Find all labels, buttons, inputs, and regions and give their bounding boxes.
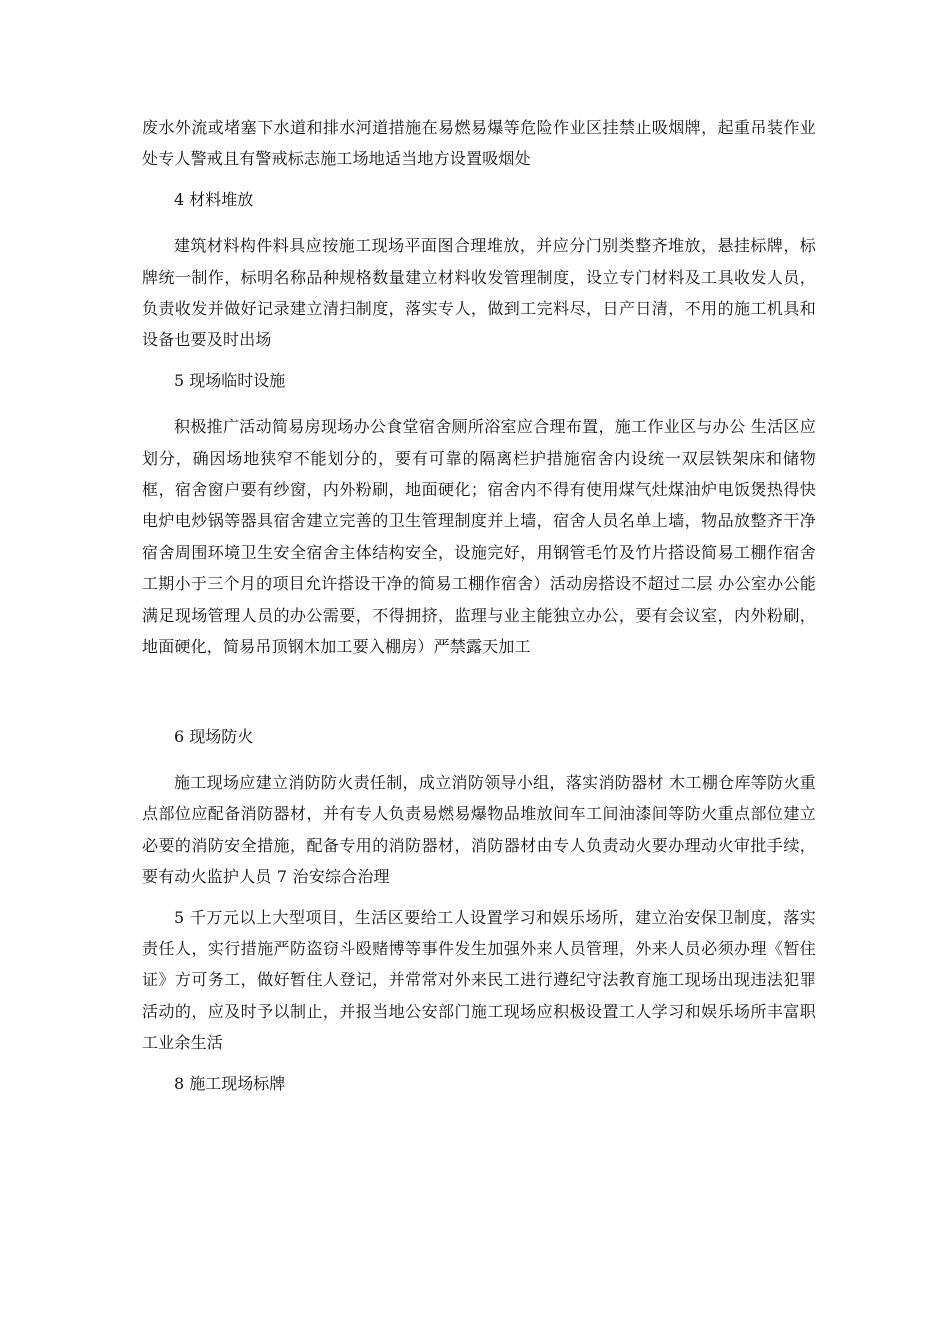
- paragraph-material-stacking: 建筑材料构件料具应按施工现场平面图合理堆放，并应分门别类整齐堆放，悬挂标牌，标牌统一制作，标明名称品种规格数量建立材料收发管理制度，设立专门材料及工具收发人员，负责收发并做好记录建立清扫制度，落实专人，做到工完料尽，日产日清，不用的施工机具和设备也要及时出场: [142, 236, 816, 350]
- paragraph-fire-prevention: 施工现场应建立消防防火责任制，成立消防领导小组，落实消防器材 木工棚仓库等防火重点部位应配备消防器材，并有专人负责易燃易爆物品堆放间车工间油漆间等防火重点部位建立必要的消防安全措施，配备专用的消防器材，消防器材由专人负责动火要办理动火审批手续，要有动火监护人员 7 治安综合治理: [142, 772, 816, 887]
- paragraph-continuation: 废水外流或堵塞下水道和排水河道措施在易燃易爆等危险作业区挂禁止吸烟牌，起重吊装作业处专人警戒且有警戒标志施工场地适当地方设置吸烟处: [142, 118, 816, 169]
- paragraph-temporary-facilities: 积极推广活动简易房现场办公食堂宿舍厕所浴室应合理布置，施工作业区与办公 生活区应划分，确因场地狭窄不能划分的，要有可靠的隔离栏护措施宿舍内设统一双层铁架床和储物框，宿舍窗户要有纱窗，内外粉刷，地面硬化；宿舍内不得有使用煤气灶煤油炉电饭煲热得快电炉电炒锅等器具宿舍建立完善的卫生管理制度并上墙，宿舍人员名单上墙，物品放整齐干净宿舍周围环境卫生安全宿舍主体结构安全，设施完好，用钢管毛竹及竹片搭设简易工棚作宿舍工期小于三个月的项目允许搭设干净的简易工棚作宿舍）活动房搭设不超过二层 办公室办公能满足现场管理人员的办公需要，不得拥挤，监理与业主能独立办公，要有会议室，内外粉刷，地面硬化，简易吊顶钢木加工要入棚房）严禁露天加工: [142, 417, 816, 657]
- heading-fire-prevention: 6 现场防火: [174, 726, 254, 746]
- heading-site-signage: 8 施工现场标牌: [174, 1073, 286, 1093]
- heading-material-stacking: 4 材料堆放: [174, 189, 254, 209]
- paragraph-security-management: 5 千万元以上大型项目，生活区要给工人设置学习和娱乐场所，建立治安保卫制度，落实责任人，实行措施严防盗窃斗殴赌博等事件发生加强外来人员管理，外来人员必须办理《暂住证》方可务工，做好暂住人登记，并常常对外来民工进行遵纪守法教育施工现场出现违法犯罪活动的，应及时予以制止，并报当地公安部门施工现场应积极设置工人学习和娱乐场所丰富职工业余生活: [142, 907, 816, 1053]
- heading-temporary-facilities: 5 现场临时设施: [174, 370, 286, 390]
